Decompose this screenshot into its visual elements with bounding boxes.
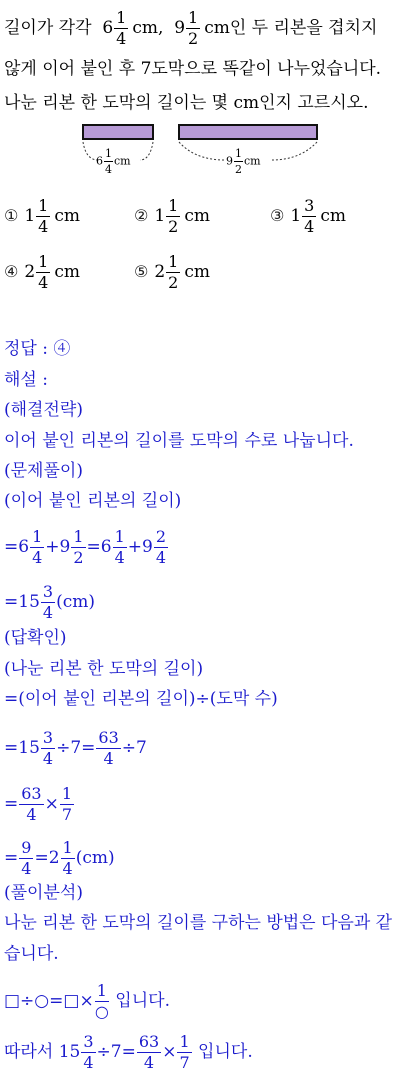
solve-subtitle: (이어 붙인 리본의 길이)	[4, 491, 182, 511]
option-4[interactable]: ④ 2 $\frac{1}{4}$ cm	[4, 252, 81, 292]
solve-heading: (문제풀이)	[4, 461, 83, 481]
strategy-text: 이어 붙인 리본의 길이를 도막의 수로 나눕니다.	[4, 431, 354, 451]
ribbon-1-label: 6 $\frac{1}{4}$ cm	[96, 147, 131, 176]
option-2[interactable]: ② 1 $\frac{1}{2}$ cm	[134, 196, 211, 236]
equation-total: =15 $\frac{3}{4}$ (cm)	[4, 582, 95, 622]
explain-label: 해설 :	[4, 370, 48, 390]
equation-sum: =6 $\frac{1}{4}$ +9 $\frac{1}{2}$ =6 $\frac{1}{4}$ +9 $\frac{2}{4}$	[4, 527, 167, 567]
check-equation: =(이어 붙인 리본의 길이)÷(도막 수)	[4, 689, 278, 709]
option-5[interactable]: ⑤ 2 $\frac{1}{2}$ cm	[134, 252, 211, 292]
dimension-lines	[0, 0, 400, 200]
option-3[interactable]: ③ 1 $\frac{3}{4}$ cm	[270, 196, 347, 236]
equation-divide: =15 $\frac{3}{4}$ ÷7= $\frac{63}{4}$ ÷7	[4, 728, 147, 768]
question-line-3: 나눈 리본 한 도막의 길이는 몇 cm인지 고르시오.	[4, 93, 369, 113]
question-line-2: 않게 이어 붙인 후 7도막으로 똑같이 나누었습니다.	[4, 59, 382, 79]
length-2: 9 $\frac{1}{2}$ cm인 두 리본을 겹치지	[174, 8, 378, 48]
equation-result: = $\frac{9}{4}$ =2 $\frac{1}{4}$ (cm)	[4, 838, 115, 878]
option-1[interactable]: ① 1 $\frac{1}{4}$ cm	[4, 196, 81, 236]
strategy-heading: (해결전략)	[4, 400, 83, 420]
analysis-line-1: 나눈 리본 한 도막의 길이를 구하는 방법은 다음과 같	[4, 913, 393, 933]
analysis-heading: (풀이분석)	[4, 883, 83, 903]
rule-equation: □÷○=□× $\frac{1}{○}$ 입니다.	[4, 981, 170, 1021]
final-equation: 따라서 15 $\frac{3}{4}$ ÷7= $\frac{63}{4}$ × $\frac{1}{7}$ 입니다.	[4, 1032, 253, 1072]
analysis-line-2: 습니다.	[4, 944, 59, 964]
ribbon-2-label: 9 $\frac{1}{2}$ cm	[226, 147, 261, 176]
answer-line: 정답 : ④	[4, 339, 71, 359]
check-subtitle: (나눈 리본 한 도막의 길이)	[4, 659, 204, 679]
check-heading: (답확인)	[4, 628, 67, 648]
equation-multiply: = $\frac{63}{4}$ × $\frac{1}{7}$	[4, 784, 73, 824]
length-1: 6 $\frac{1}{4}$ cm,	[102, 8, 164, 48]
question-text: 길이가 각각	[4, 18, 92, 38]
